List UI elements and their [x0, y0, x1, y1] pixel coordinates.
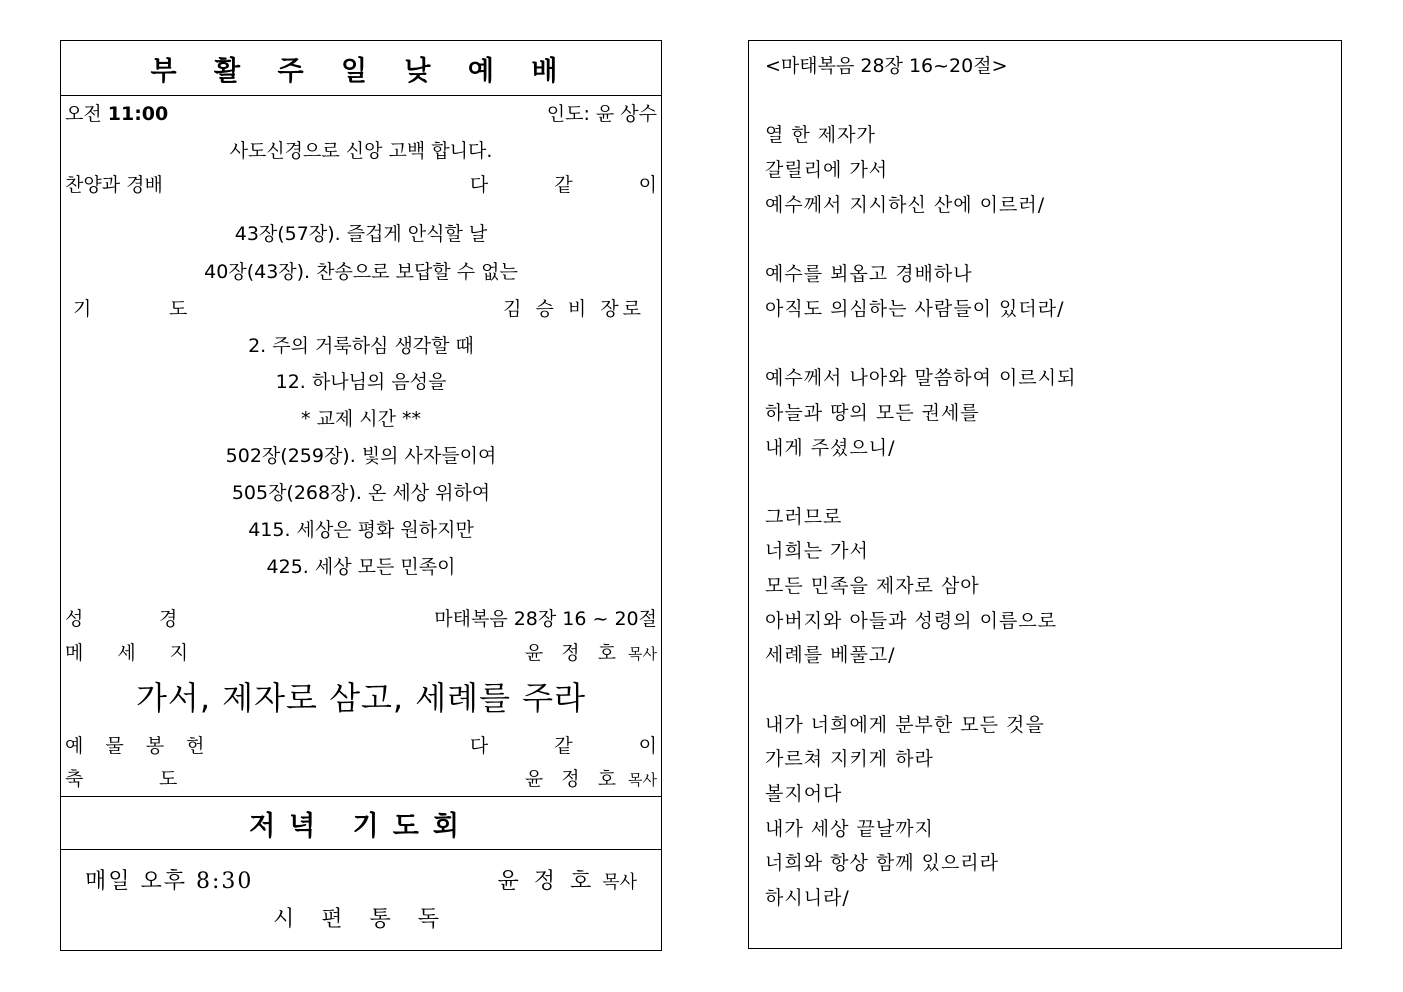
- song-3: 415. 세상은 평화 원하지만: [248, 519, 474, 541]
- blessing-label-1: 축: [65, 768, 84, 790]
- evening-activity: 시 편 통 독: [273, 907, 449, 932]
- verse-line: 볼지어다: [765, 783, 843, 805]
- verse-line: 예수를 뵈옵고 경배하나: [765, 263, 973, 285]
- song-4: 425. 세상 모든 민족이: [266, 556, 456, 578]
- verse-line: 예수께서 지시하신 산에 이르러/: [765, 194, 1046, 216]
- worship-row: [61, 173, 687, 197]
- message-label: 메 세 지: [65, 642, 203, 664]
- verse-line: 모든 민족을 제자로 삼아: [765, 575, 980, 597]
- verse-line: 열 한 제자가: [765, 124, 876, 146]
- verse-line: 내게 주셨으니/: [765, 437, 896, 459]
- divider: [61, 849, 661, 850]
- blessing-who: 윤 정 호 목사: [524, 768, 657, 790]
- scripture-label-1: 성: [65, 608, 84, 630]
- verse-line: 하늘과 땅의 모든 권세를: [765, 402, 980, 424]
- worship-who: 다 같 이: [469, 174, 687, 196]
- scripture-heading: <마태복음 28장 16~20절>: [765, 55, 1008, 77]
- divider: [61, 796, 661, 797]
- verse-line: 내가 너희에게 분부한 모든 것을: [765, 714, 1045, 736]
- message-who: 윤 정 호 목사: [524, 642, 657, 664]
- verse-line: 갈릴리에 가서: [765, 159, 889, 181]
- worship-label: 찬양과 경배: [65, 174, 163, 196]
- verse-line: 가르쳐 지키게 하라: [765, 748, 934, 770]
- service-leader: 인도: 윤 상수: [546, 103, 657, 125]
- evening-title: 저녁 기도회: [249, 811, 473, 842]
- verse-line: 내가 세상 끝날까지: [765, 818, 934, 840]
- scripture-label-2: 경: [159, 608, 178, 630]
- sermon-title: 가서, 제자로 삼고, 세례를 주라: [136, 679, 586, 717]
- prayer-label-1: 기: [73, 298, 92, 320]
- verse-line: 아버지와 아들과 성령의 이름으로: [765, 610, 1058, 632]
- fellowship-line: * 교제 시간 **: [300, 408, 422, 430]
- prayer-label-2: 도: [169, 298, 188, 320]
- verse-line: 예수께서 나아와 말씀하여 이르시되: [765, 367, 1077, 389]
- prayer-who: 김 승 비 장로: [503, 298, 645, 320]
- hymn-2: 40장(43장). 찬송으로 보답할 수 없는: [204, 261, 518, 283]
- offering-label: 예 물 봉 헌: [65, 735, 213, 757]
- scripture-panel: [748, 40, 1342, 949]
- offering-who: 다 같 이: [469, 735, 687, 757]
- verse-line: 너희와 항상 함께 있으리라: [765, 852, 1000, 874]
- hymn-4: 505장(268장). 온 세상 위하여: [231, 482, 491, 504]
- offering-row: [61, 734, 687, 758]
- verse-line: 세례를 베풀고/: [765, 644, 896, 666]
- verse-line: 아직도 의심하는 사람들이 있더라/: [765, 298, 1065, 320]
- verse-line: 그러므로: [765, 506, 843, 528]
- scripture-ref: 마태복음 28장 16 ~ 20절: [434, 608, 657, 630]
- blessing-label-2: 도: [159, 768, 178, 790]
- verse-line: 너희는 가서: [765, 540, 869, 562]
- song-1: 2. 주의 거룩하심 생각할 때: [248, 335, 474, 357]
- service-time: 오전 11:00: [65, 103, 169, 125]
- song-2: 12. 하나님의 음성을: [275, 371, 447, 393]
- evening-time: 매일 오후 8:30: [85, 869, 254, 894]
- hymn-3: 502장(259장). 빛의 사자들이여: [225, 445, 497, 467]
- hymn-1: 43장(57장). 즐겁게 안식할 날: [234, 223, 488, 245]
- message-row: [61, 641, 661, 666]
- service-title: 부 활 주 일 낮 예 배: [61, 41, 661, 96]
- worship-order-panel: [60, 40, 687, 951]
- service-time-row: [61, 102, 661, 126]
- evening-leader: 윤 정 호 목사: [497, 869, 637, 894]
- creed-line: 사도신경으로 신앙 고백 합니다.: [229, 140, 493, 162]
- verse-line: 하시니라/: [765, 887, 850, 909]
